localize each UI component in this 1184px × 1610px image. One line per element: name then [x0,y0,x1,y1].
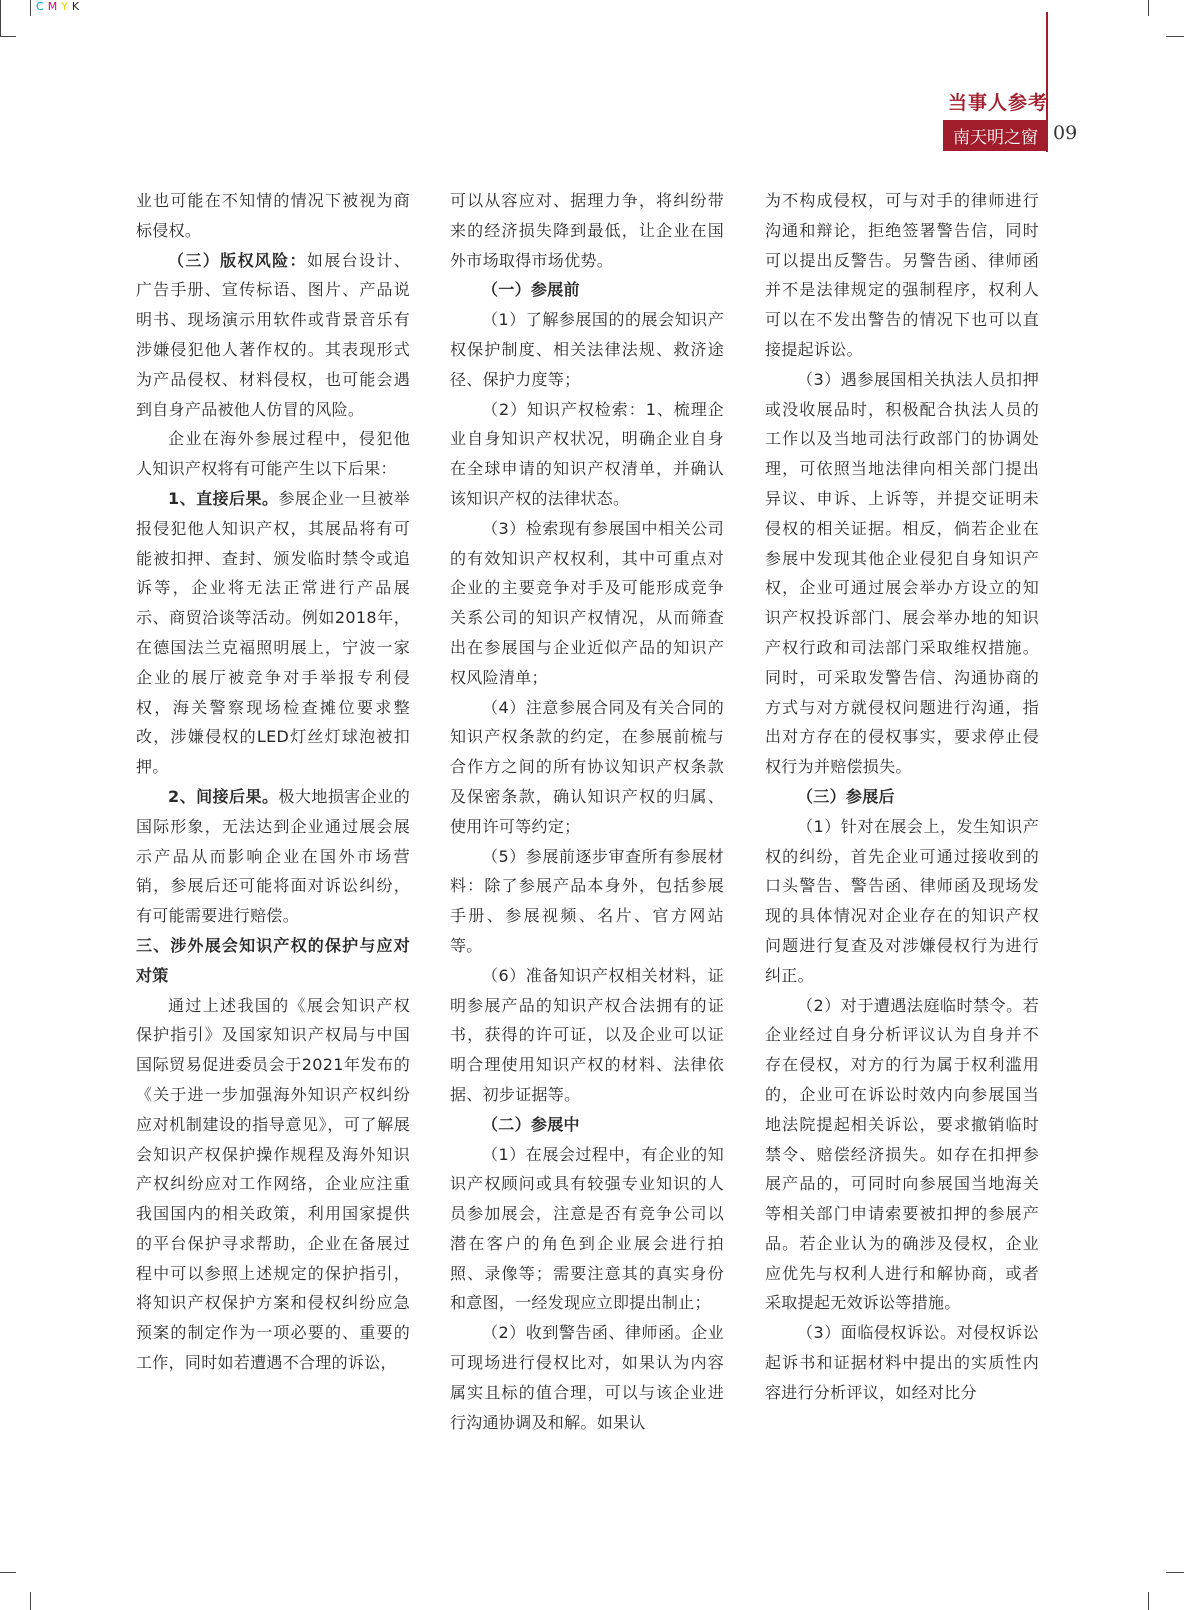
crop-mark [1166,1572,1184,1573]
text-column-3 [765,186,1039,1408]
paragraph: （3）检索现有参展国中相关公司的有效知识产权权利，其中可重点对企业的主要竞争对手及可能形成竞争关系公司的知识产权情况，从而筛查出在参展国与企业近似产品的知识产权风险清单； [450,518,724,687]
page-number: 09 [1053,122,1078,144]
section-kicker: 当事人参考 [947,92,1048,114]
crop-mark [0,1572,16,1573]
crop-mark [30,0,31,16]
paragraph: （1）了解参展国的的展会知识产权保护制度、相关法律法规、救济途径、保护力度等； [450,310,724,389]
paragraph-lead: （三）版权风险： [168,250,307,270]
paragraph: （2）对于遭遇法庭临时禁令。若企业经过自身分析评议认为自身并不存在侵权，对方的行为属于权利滥用的，企业可在诉讼时效内向参展国当地法院提起相关诉讼，要求撤销临时禁令、赔偿经济损失。如存在扣押参展产品的，可同时向参展国当地海关等相关部门申请索要被扣押的参展产品。若企业认为的确涉及侵权，企业应优先与权利人进行和解协商，或者采取提起无效诉讼等措施。 [765,995,1039,1313]
subsection-heading: （二）参展中 [482,1114,580,1134]
paragraph: （5）参展前逐步审查所有参展材料：除了参展产品本身外，包括参展手册、参展视频、名片、官方网站等。 [450,846,724,955]
paragraph: 企业在海外参展过程中，侵犯他人知识产权将有可能产生以下后果： [136,429,410,479]
paragraph: （6）准备知识产权相关材料，证明参展产品的知识产权合法拥有的证书，获得的许可证，以及企业可以证明合理使用知识产权的材料、法律依据、初步证据等。 [450,965,724,1104]
paragraph: （2）收到警告函、律师函。企业可现场进行侵权比对，如果认为内容属实且标的值合理，可以与该企业进行沟通协调及和解。如果认 [450,1323,724,1432]
paragraph: （1）针对在展会上，发生知识产权的纠纷，首先企业可通过接收到的口头警告、警告函、律师函及现场发现的具体情况对企业存在的知识产权问题进行复查及对涉嫌侵权行为进行纠正。 [765,816,1039,985]
paragraph: 2、间接后果。极大地损害企业的国际形象，无法达到企业通过展会展示产品从而影响企业在国外市场营销，参展后还可能将面对诉讼纠纷，有可能需要进行赔偿。 [136,786,411,926]
paragraph: 业也可能在不知情的情况下被视为商标侵权。 [136,191,410,240]
cmyk-y: Y [61,0,70,13]
crop-mark [1148,1592,1149,1610]
subsection-heading: （三）参展后 [797,786,895,806]
paragraph: 1、直接后果。参展企业一旦被举报侵犯他人知识产权，其展品将有可能被扣押、查封、颁发临时禁令或追诉等，企业将无法正常进行产品展示、商贸洽谈等活动。例如2018年，在德国法兰克福照明展上，宁波一家企业的展厅被竞争对手举报专利侵权，海关警察现场检查摊位要求整改，涉嫌侵权的LED灯丝灯球泡被扣押。 [136,488,411,777]
column-tag: 南天明之窗 [943,120,1048,151]
paragraph-lead: 2、间接后果。 [168,786,279,806]
paragraph: 可以从容应对、据理力争，将纠纷带来的经济损失降到最低，让企业在国外市场取得市场优势。 [450,191,724,270]
paragraph: （4）注意参展合同及有关合同的知识产权条款的约定，在参展前梳与合作方之间的所有协议知识产权条款及保密条款，确认知识产权的归属、使用许可等约定； [450,697,724,836]
cmyk-marks [36,0,83,13]
crop-mark [0,0,1,36]
section-heading: 三、涉外展会知识产权的保护与应对对策 [136,935,410,985]
crop-mark [30,1592,31,1610]
paragraph: 为不构成侵权，可与对手的律师进行沟通和辩论，拒绝签署警告信，同时可以提出反警告。另警告函、律师函并不是法律规定的强制程序，权利人可以在不发出警告的情况下也可以直接提起诉讼。 [765,191,1039,359]
crop-mark [1148,0,1149,16]
crop-mark [1166,36,1184,37]
crop-mark [0,36,16,37]
paragraph: 通过上述我国的《展会知识产权保护指引》及国家知识产权局与中国国际贸易促进委员会于2021年发布的《关于进一步加强海外知识产权纠纷应对机制建设的指导意见》，可了解展会知识产权保护操作规程及海外知识产权纠纷应对工作网络，企业应注重我国国内的相关政策，利用国家提供的平台保护寻求帮助，企业在备展过程中可以参照上述规定的保护指引，将知识产权保护方案和侵权纠纷应急预案的制定作为一项必要的、重要的工作，同时如若遭遇不合理的诉讼， [136,995,410,1373]
cmyk-c: C [36,0,46,13]
paragraph: （2）知识产权检索：1、梳理企业自身知识产权状况，明确企业自身在全球申请的知识产权清单，并确认该知识产权的法律状态。 [450,399,724,508]
paragraph: （1）在展会过程中，有企业的知识产权顾问或具有较强专业知识的人员参加展会，注意是否有竞争公司以潜在客户的角色到企业展会进行拍照、录像等；需要注意其的真实身份和意图，一经发现应立即提出制止； [450,1144,724,1313]
paragraph: （三）版权风险：如展台设计、广告手册、宣传标语、图片、产品说明书、现场演示用软件或背景音乐有涉嫌侵犯他人著作权的。其表现形式为产品侵权、材料侵权，也可能会遇到自身产品被他人仿冒的风险。 [136,250,410,419]
paragraph-lead: 1、直接后果。 [168,488,279,508]
cmyk-k: K [71,0,82,13]
text-column-1 [136,186,410,1378]
paragraph: （3）面临侵权诉讼。对侵权诉讼起诉书和证据材料中提出的实质性内容进行分析评议，如经对比分 [765,1323,1039,1402]
cmyk-m: M [47,0,60,13]
text-column-2 [450,186,724,1437]
paragraph: （3）遇参展国相关执法人员扣押或没收展品时，积极配合执法人员的工作以及当地司法行政部门的协调处理，可依照当地法律向相关部门提出异议、申诉、上诉等，并提交证明未侵权的相关证据。相反，倘若企业在参展中发现其他企业侵犯自身知识产权，企业可通过展会举办方设立的知识产权投诉部门、展会举办地的知识产权行政和司法部门采取维权措施。同时，可采取发警告信、沟通协商的方式与对方就侵权问题进行沟通，指出对方存在的侵权事实，要求停止侵权行为并赔偿损失。 [765,369,1039,777]
subsection-heading: （一）参展前 [482,280,580,300]
